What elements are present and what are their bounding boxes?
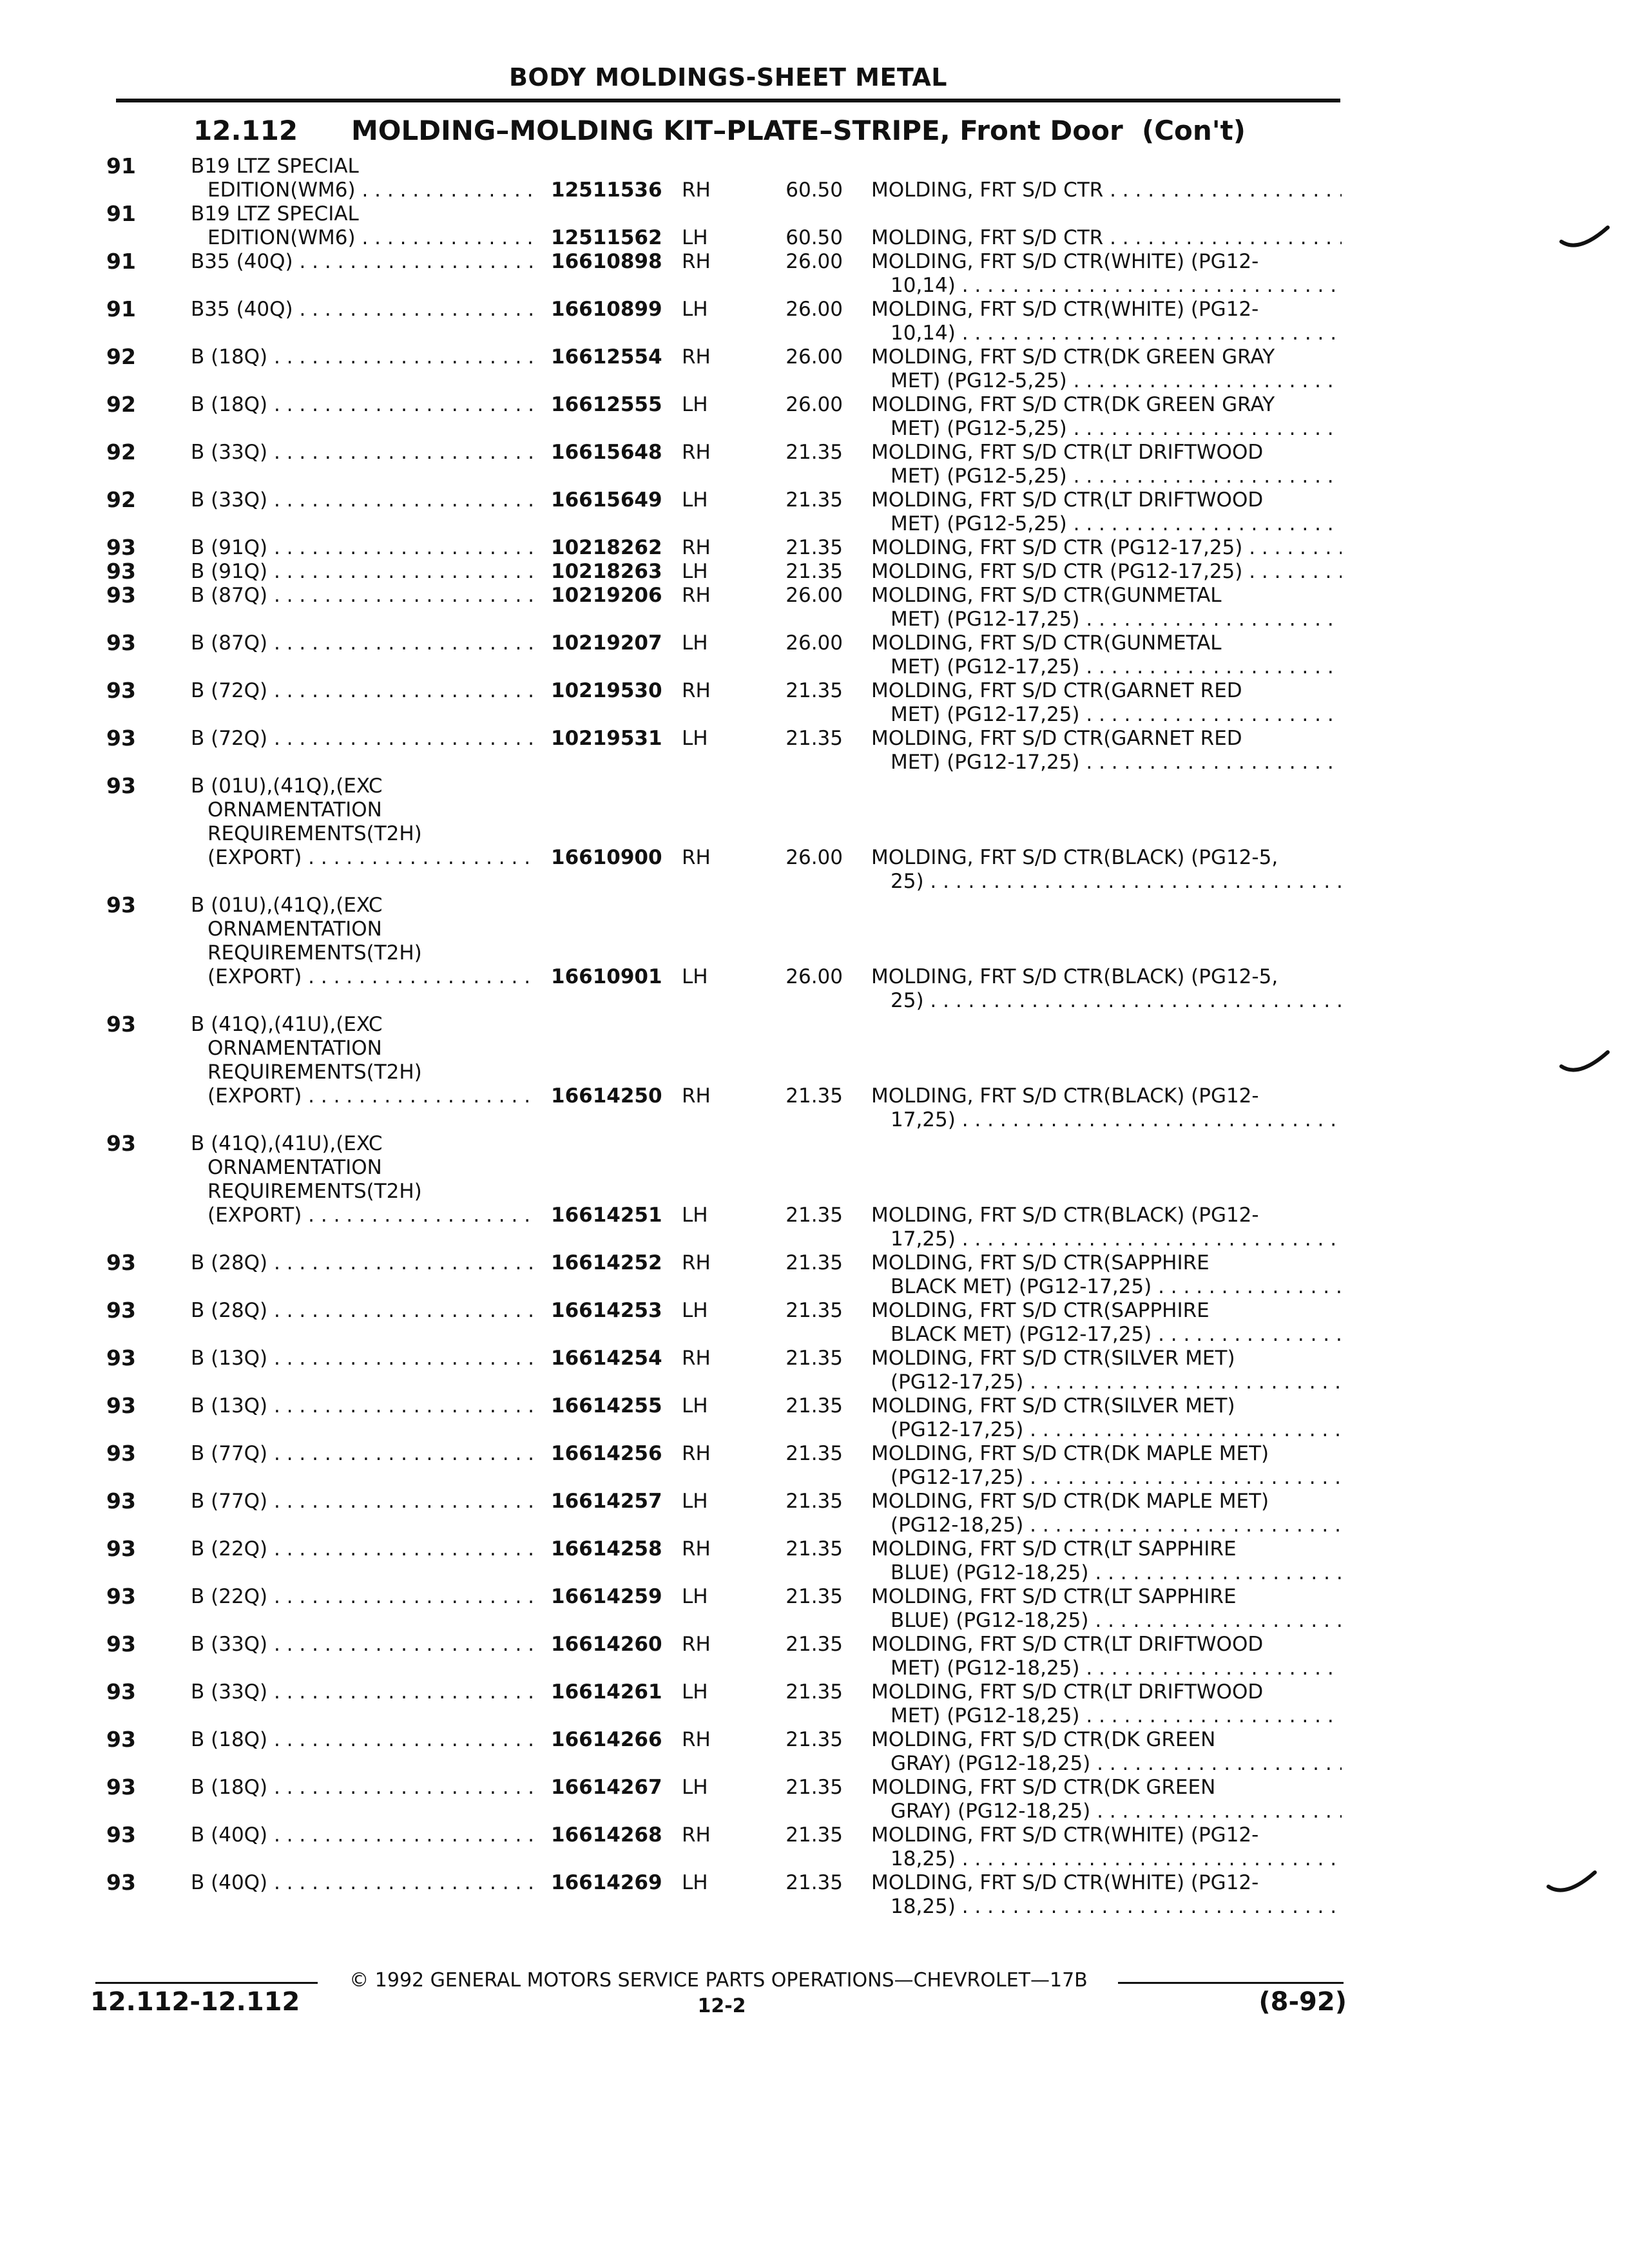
side-code: LH: [682, 631, 708, 655]
description-line: B35 (40Q) . . .: [191, 298, 535, 321]
part-name-line: MOLDING, FRT S/D CTR (PG12-17,25) . . .: [871, 536, 1342, 559]
side-code: RH: [682, 1347, 711, 1370]
part-name-line: MET) (PG12-17,25) . . .: [891, 608, 1342, 631]
description-line: B (40Q) . . .: [191, 1871, 535, 1894]
side-code: LH: [682, 298, 708, 321]
part-name-line: MOLDING, FRT S/D CTR(GUNMETAL: [871, 631, 1222, 655]
part-name-line: MET) (PG12-5,25) . . .: [891, 465, 1342, 488]
description-line: REQUIREMENTS(T2H): [207, 822, 422, 845]
footer-page-number: 12-2: [697, 1995, 746, 2017]
part-name-line: MOLDING, FRT S/D CTR(LT DRIFTWOOD: [871, 1680, 1264, 1704]
part-name-line: MOLDING, FRT S/D CTR(BLACK) (PG12-5,: [871, 846, 1278, 869]
side-code: LH: [682, 965, 708, 988]
part-number: 10218262: [551, 536, 662, 559]
price: 21.35: [786, 1204, 843, 1227]
description-line: B35 (40Q) . . .: [191, 250, 535, 273]
part-name-line: MOLDING, FRT S/D CTR(BLACK) (PG12-: [871, 1084, 1259, 1108]
price: 21.35: [786, 1823, 843, 1847]
price: 21.35: [786, 488, 843, 512]
title-rule: [116, 99, 1340, 102]
ref-number: 93: [106, 1680, 136, 1704]
price: 26.00: [786, 298, 843, 321]
ref-number: 93: [106, 774, 136, 798]
price: 26.00: [786, 393, 843, 416]
price: 21.35: [786, 679, 843, 702]
price: 60.50: [786, 226, 843, 249]
ref-number: 93: [106, 679, 136, 702]
side-code: LH: [682, 1680, 708, 1704]
price: 21.35: [786, 1680, 843, 1704]
part-number: 16614254: [551, 1347, 662, 1370]
side-code: LH: [682, 488, 708, 512]
description-line: (EXPORT) . . .: [207, 1084, 535, 1108]
ref-number: 93: [106, 1394, 136, 1418]
ref-number: 92: [106, 345, 136, 369]
description-line: B (33Q) . . .: [191, 1680, 535, 1704]
part-name-line: MOLDING, FRT S/D CTR(WHITE) (PG12-: [871, 250, 1259, 273]
part-name-line: MOLDING, FRT S/D CTR (PG12-17,25) . . .: [871, 560, 1342, 583]
part-name-line: MOLDING, FRT S/D CTR(GARNET RED: [871, 727, 1242, 750]
description-line: (EXPORT) . . .: [207, 965, 535, 988]
part-name-line: MOLDING, FRT S/D CTR(BLACK) (PG12-5,: [871, 965, 1278, 988]
description-line: B (87Q) . . .: [191, 584, 535, 607]
description-line: B (18Q) . . .: [191, 345, 535, 369]
part-name-line: MET) (PG12-18,25) . . .: [891, 1657, 1342, 1680]
side-code: LH: [682, 1299, 708, 1322]
description-line: (EXPORT) . . .: [207, 846, 535, 869]
description-line: B (28Q) . . .: [191, 1251, 535, 1274]
part-number: 16614255: [551, 1394, 662, 1418]
description-line: B (01U),(41Q),(EXC: [191, 894, 383, 917]
part-number: 16614266: [551, 1728, 662, 1751]
ref-number: 93: [106, 1013, 136, 1036]
part-name-line: MOLDING, FRT S/D CTR(DK GREEN GRAY: [871, 345, 1275, 369]
ref-number: 93: [106, 1871, 136, 1894]
description-line: B (13Q) . . .: [191, 1347, 535, 1370]
part-name-line: MOLDING, FRT S/D CTR(SAPPHIRE: [871, 1251, 1210, 1274]
footer-date: (8-92): [1258, 1987, 1347, 2017]
part-number: 10219206: [551, 584, 662, 607]
part-number: 10218263: [551, 560, 662, 583]
part-name-line: MOLDING, FRT S/D CTR(DK GREEN: [871, 1776, 1216, 1799]
price: 60.50: [786, 178, 843, 202]
part-name-line: 18,25) . . .: [891, 1847, 1342, 1870]
part-name-line: MET) (PG12-18,25) . . .: [891, 1704, 1342, 1727]
ref-number: 93: [106, 1537, 136, 1561]
description-line: REQUIREMENTS(T2H): [207, 1180, 422, 1203]
side-code: RH: [682, 441, 711, 464]
price: 21.35: [786, 560, 843, 583]
description-line: B (01U),(41Q),(EXC: [191, 774, 383, 798]
side-code: RH: [682, 1251, 711, 1274]
side-code: RH: [682, 1442, 711, 1465]
description-line: REQUIREMENTS(T2H): [207, 1061, 422, 1084]
price: 26.00: [786, 631, 843, 655]
ref-number: 93: [106, 727, 136, 750]
description-line: B (33Q) . . .: [191, 441, 535, 464]
description-line: B (41Q),(41U),(EXC: [191, 1013, 383, 1036]
part-name-line: MOLDING, FRT S/D CTR(WHITE) (PG12-: [871, 298, 1259, 321]
price: 26.00: [786, 846, 843, 869]
ref-number: 93: [106, 1823, 136, 1847]
part-name-line: 25) . . .: [891, 989, 1342, 1012]
price: 21.35: [786, 1776, 843, 1799]
part-number: 16612555: [551, 393, 662, 416]
side-code: LH: [682, 1204, 708, 1227]
ref-number: 93: [106, 584, 136, 607]
description-line: ORNAMENTATION: [207, 918, 382, 941]
description-line: B (72Q) . . .: [191, 727, 535, 750]
side-code: RH: [682, 250, 711, 273]
description-line: ORNAMENTATION: [207, 798, 382, 822]
ref-number: 93: [106, 631, 136, 655]
ref-number: 93: [106, 1347, 136, 1370]
ref-number: 93: [106, 1132, 136, 1155]
side-code: RH: [682, 1084, 711, 1108]
ref-number: 93: [106, 1442, 136, 1465]
ref-number: 91: [106, 250, 136, 273]
description-line: B (91Q) . . .: [191, 560, 535, 583]
part-name-line: MET) (PG12-17,25) . . .: [891, 703, 1342, 726]
price: 21.35: [786, 1633, 843, 1656]
part-name-line: MOLDING, FRT S/D CTR . . .: [871, 178, 1342, 202]
part-name-line: 17,25) . . .: [891, 1227, 1342, 1251]
part-name-line: MOLDING, FRT S/D CTR(BLACK) (PG12-: [871, 1204, 1259, 1227]
part-number: 16614251: [551, 1204, 662, 1227]
description-line: B (41Q),(41U),(EXC: [191, 1132, 383, 1155]
side-code: LH: [682, 393, 708, 416]
part-number: 16614268: [551, 1823, 662, 1847]
description-line: B (87Q) . . .: [191, 631, 535, 655]
part-number: 16614252: [551, 1251, 662, 1274]
price: 21.35: [786, 1728, 843, 1751]
price: 21.35: [786, 1537, 843, 1561]
part-name-line: 10,14) . . .: [891, 322, 1342, 345]
part-number: 16612554: [551, 345, 662, 369]
ref-number: 93: [106, 1633, 136, 1656]
side-code: RH: [682, 1823, 711, 1847]
part-name-line: BLUE) (PG12-18,25) . . .: [891, 1609, 1342, 1632]
group-name: MOLDING–MOLDING KIT–PLATE–STRIPE, Front Door: [351, 115, 1123, 146]
part-number: 16614267: [551, 1776, 662, 1799]
description-line: B (28Q) . . .: [191, 1299, 535, 1322]
description-line: B (91Q) . . .: [191, 536, 535, 559]
part-number: 10219530: [551, 679, 662, 702]
part-name-line: (PG12-17,25) . . .: [891, 1370, 1342, 1394]
part-number: 16610898: [551, 250, 662, 273]
part-name-line: BLACK MET) (PG12-17,25) . . .: [891, 1275, 1342, 1298]
description-line: B (72Q) . . .: [191, 679, 535, 702]
part-name-line: MET) (PG12-5,25) . . .: [891, 512, 1342, 535]
ref-number: 92: [106, 441, 136, 464]
side-code: LH: [682, 226, 708, 249]
part-name-line: MET) (PG12-5,25) . . .: [891, 417, 1342, 440]
side-code: LH: [682, 727, 708, 750]
part-name-line: MOLDING, FRT S/D CTR(WHITE) (PG12-: [871, 1823, 1259, 1847]
part-number: 16614261: [551, 1680, 662, 1704]
part-name-line: MOLDING, FRT S/D CTR . . .: [871, 226, 1342, 249]
description-line: EDITION(WM6) . . .: [207, 178, 535, 202]
part-number: 12511536: [551, 178, 662, 202]
side-code: LH: [682, 1776, 708, 1799]
part-number: 16614250: [551, 1084, 662, 1108]
part-name-line: MOLDING, FRT S/D CTR(GARNET RED: [871, 679, 1242, 702]
description-line: B (33Q) . . .: [191, 1633, 535, 1656]
part-name-line: (PG12-18,25) . . .: [891, 1514, 1342, 1537]
part-name-line: 25) . . .: [891, 870, 1342, 893]
part-number: 16614259: [551, 1585, 662, 1608]
ref-number: 93: [106, 894, 136, 917]
check-mark-icon: [1559, 222, 1611, 255]
part-number: 10219207: [551, 631, 662, 655]
part-name-line: MOLDING, FRT S/D CTR(LT DRIFTWOOD: [871, 1633, 1264, 1656]
part-number: 16615649: [551, 488, 662, 512]
ref-number: 93: [106, 1728, 136, 1751]
price: 21.35: [786, 536, 843, 559]
part-name-line: MOLDING, FRT S/D CTR(LT SAPPHIRE: [871, 1537, 1237, 1561]
description-line: B19 LTZ SPECIAL: [191, 202, 359, 226]
part-name-line: (PG12-17,25) . . .: [891, 1418, 1342, 1441]
part-name-line: 10,14) . . .: [891, 274, 1342, 297]
part-name-line: MOLDING, FRT S/D CTR(SILVER MET): [871, 1347, 1235, 1370]
description-line: B (18Q) . . .: [191, 393, 535, 416]
side-code: RH: [682, 1633, 711, 1656]
footer-rule-left: [95, 1982, 318, 1984]
side-code: RH: [682, 679, 711, 702]
side-code: LH: [682, 1871, 708, 1894]
part-number: 16614269: [551, 1871, 662, 1894]
footer-rule-right: [1118, 1982, 1344, 1984]
ref-number: 93: [106, 1251, 136, 1274]
description-line: REQUIREMENTS(T2H): [207, 941, 422, 965]
side-code: RH: [682, 536, 711, 559]
description-line: B (40Q) . . .: [191, 1823, 535, 1847]
ref-number: 92: [106, 393, 136, 416]
part-name-line: GRAY) (PG12-18,25) . . .: [891, 1800, 1342, 1823]
side-code: RH: [682, 178, 711, 202]
price: 21.35: [786, 1347, 843, 1370]
ref-number: 91: [106, 298, 136, 321]
ref-number: 91: [106, 202, 136, 226]
part-name-line: MOLDING, FRT S/D CTR(WHITE) (PG12-: [871, 1871, 1259, 1894]
price: 26.00: [786, 345, 843, 369]
price: 21.35: [786, 1442, 843, 1465]
description-line: B (22Q) . . .: [191, 1585, 535, 1608]
price: 26.00: [786, 965, 843, 988]
part-name-line: MOLDING, FRT S/D CTR(DK MAPLE MET): [871, 1442, 1269, 1465]
check-mark-icon: [1559, 1047, 1611, 1079]
side-code: RH: [682, 584, 711, 607]
side-code: LH: [682, 560, 708, 583]
side-code: RH: [682, 1728, 711, 1751]
ref-number: 93: [106, 536, 136, 559]
part-number: 10219531: [551, 727, 662, 750]
part-name-line: MOLDING, FRT S/D CTR(DK GREEN: [871, 1728, 1216, 1751]
part-number: 16614256: [551, 1442, 662, 1465]
side-code: LH: [682, 1490, 708, 1513]
part-name-line: 17,25) . . .: [891, 1108, 1342, 1131]
description-line: B (22Q) . . .: [191, 1537, 535, 1561]
part-name-line: MOLDING, FRT S/D CTR(GUNMETAL: [871, 584, 1222, 607]
part-number: 16610901: [551, 965, 662, 988]
part-name-line: MOLDING, FRT S/D CTR(SAPPHIRE: [871, 1299, 1210, 1322]
part-number: 16610900: [551, 846, 662, 869]
part-number: 12511562: [551, 226, 662, 249]
part-number: 16614260: [551, 1633, 662, 1656]
description-line: B (33Q) . . .: [191, 488, 535, 512]
part-name-line: MOLDING, FRT S/D CTR(LT DRIFTWOOD: [871, 488, 1264, 512]
description-line: B (18Q) . . .: [191, 1776, 535, 1799]
part-name-line: MOLDING, FRT S/D CTR(DK MAPLE MET): [871, 1490, 1269, 1513]
part-name-line: BLACK MET) (PG12-17,25) . . .: [891, 1323, 1342, 1346]
description-line: B19 LTZ SPECIAL: [191, 155, 359, 178]
part-name-line: MOLDING, FRT S/D CTR(LT DRIFTWOOD: [871, 441, 1264, 464]
ref-number: 91: [106, 155, 136, 178]
price: 21.35: [786, 1251, 843, 1274]
description-line: ORNAMENTATION: [207, 1156, 382, 1179]
description-line: (EXPORT) . . .: [207, 1204, 535, 1227]
side-code: RH: [682, 846, 711, 869]
side-code: LH: [682, 1585, 708, 1608]
ref-number: 93: [106, 1299, 136, 1322]
part-number: 16610899: [551, 298, 662, 321]
part-name-line: BLUE) (PG12-18,25) . . .: [891, 1561, 1342, 1584]
part-name-line: (PG12-17,25) . . .: [891, 1466, 1342, 1489]
side-code: LH: [682, 1394, 708, 1418]
price: 21.35: [786, 1299, 843, 1322]
part-number: 16614258: [551, 1537, 662, 1561]
part-number: 16614257: [551, 1490, 662, 1513]
price: 26.00: [786, 250, 843, 273]
description-line: B (18Q) . . .: [191, 1728, 535, 1751]
description-line: B (13Q) . . .: [191, 1394, 535, 1418]
ref-number: 93: [106, 1585, 136, 1608]
description-line: EDITION(WM6) . . .: [207, 226, 535, 249]
check-mark-icon: [1547, 1867, 1598, 1899]
part-name-line: MOLDING, FRT S/D CTR(LT SAPPHIRE: [871, 1585, 1237, 1608]
part-name-line: 18,25) . . .: [891, 1895, 1342, 1918]
ref-number: 93: [106, 1776, 136, 1799]
price: 21.35: [786, 1394, 843, 1418]
ref-number: 93: [106, 560, 136, 583]
price: 21.35: [786, 1490, 843, 1513]
price: 21.35: [786, 441, 843, 464]
section-title: BODY MOLDINGS-SHEET METAL: [508, 63, 948, 91]
part-name-line: MET) (PG12-17,25) . . .: [891, 655, 1342, 678]
price: 21.35: [786, 727, 843, 750]
part-name-line: MET) (PG12-17,25) . . .: [891, 751, 1342, 774]
ref-number: 92: [106, 488, 136, 512]
part-number: 16615648: [551, 441, 662, 464]
part-number: 16614253: [551, 1299, 662, 1322]
side-code: RH: [682, 345, 711, 369]
price: 21.35: [786, 1585, 843, 1608]
continued-label: (Con't): [1142, 115, 1246, 146]
description-line: ORNAMENTATION: [207, 1037, 382, 1060]
part-name-line: MOLDING, FRT S/D CTR(SILVER MET): [871, 1394, 1235, 1418]
ref-number: 93: [106, 1490, 136, 1513]
price: 26.00: [786, 584, 843, 607]
side-code: RH: [682, 1537, 711, 1561]
part-name-line: MET) (PG12-5,25) . . .: [891, 369, 1342, 392]
part-name-line: MOLDING, FRT S/D CTR(DK GREEN GRAY: [871, 393, 1275, 416]
price: 21.35: [786, 1084, 843, 1108]
footer-code-range: 12.112-12.112: [90, 1987, 300, 2017]
description-line: B (77Q) . . .: [191, 1490, 535, 1513]
copyright-line: © 1992 GENERAL MOTORS SERVICE PARTS OPERATIONS—CHEVROLET—17B: [349, 1969, 1088, 1992]
group-code: 12.112: [193, 115, 298, 146]
description-line: B (77Q) . . .: [191, 1442, 535, 1465]
price: 21.35: [786, 1871, 843, 1894]
part-name-line: GRAY) (PG12-18,25) . . .: [891, 1752, 1342, 1775]
